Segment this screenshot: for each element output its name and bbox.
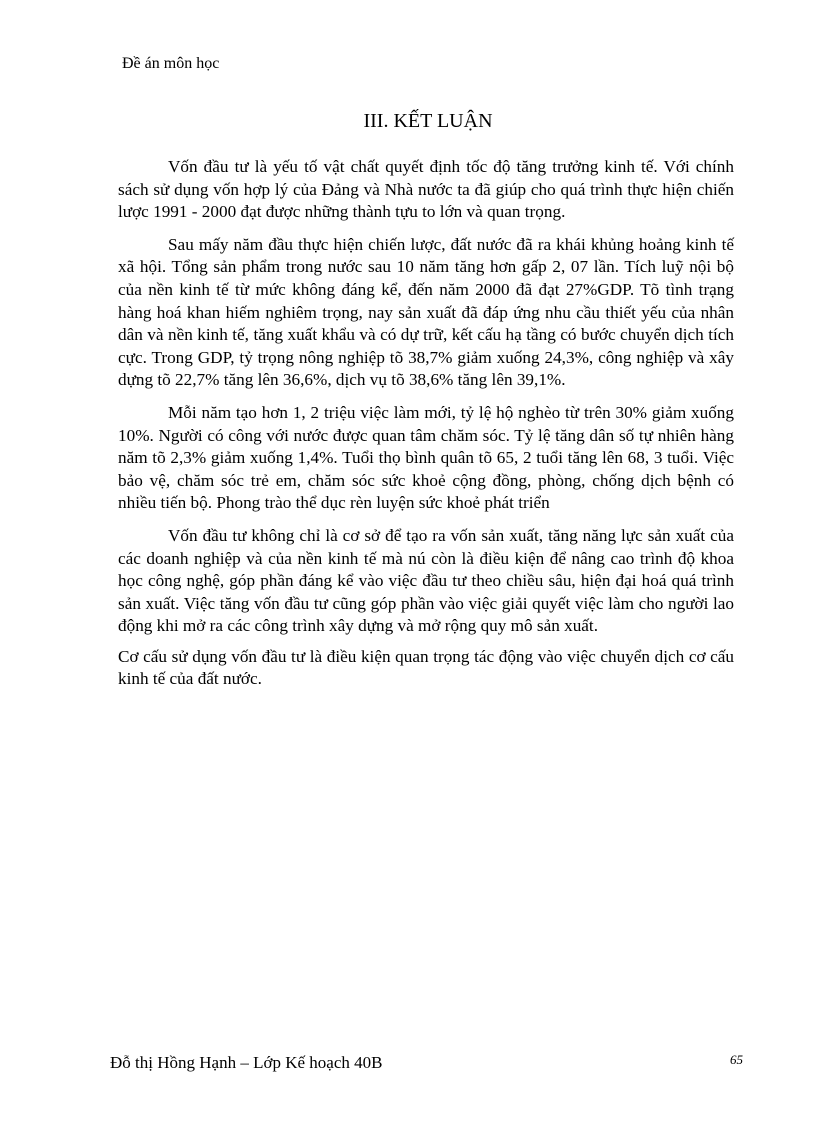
paragraph: Vốn đầu tư không chỉ là cơ sở để tạo ra vốn sản xuất, tăng năng lực sản xuất của các doanh nghiệp và của nền kinh tế mà nú còn là điều kiện để nâng cao trình độ khoa học công nghệ, góp phần đáng kể vào việc đầu tư theo chiều sâu, hiện đại hoá quá trình sản xuất. Việc tăng vốn đầu tư cũng góp phần vào việc giải quyết việc làm cho người lao động khi mở ra các công trình xây dựng và mở rộng quy mô sản xuất. (118, 525, 734, 636)
paragraph: Cơ cấu sử dụng vốn đầu tư là điều kiện quan trọng tác động vào việc chuyển dịch cơ cấu kinh tế của đất nước. (118, 646, 734, 689)
paragraph: Sau mấy năm đầu thực hiện chiến lược, đất nước đã ra khái khủng hoảng kinh tế xã hội. Tổng sản phẩm trong nước sau 10 năm tăng hơn gấp 2, 07 lần. Tích luỹ nội bộ của nền kinh tế từ mức không đáng kể, đến năm 2000 đã đạt 27%GDP. Tõ tình trạng hàng hoá khan hiếm nghiêm trọng, nay sản xuất đã đáp ứng nhu cầu thiết yếu của nhân dân và nền kinh tế, tăng xuất khẩu và có dự trữ, kết cấu hạ tầng có bước chuyển dịch tích cực. Trong GDP, tỷ trọng nông nghiệp tõ 38,7% giảm xuống 24,3%, công nghiệp và xây dựng tõ 22,7% tăng lên 36,6%, dịch vụ tõ 38,6% tăng lên 39,1%. (118, 234, 734, 390)
paragraph: Mỗi năm tạo hơn 1, 2 triệu việc làm mới, tỷ lệ hộ nghèo từ trên 30% giảm xuống 10%. Người có công với nước được quan tâm chăm sóc. Tỷ lệ tăng dân số tự nhiên hàng năm tõ 2,3% giảm xuống 1,4%. Tuổi thọ bình quân tõ 65, 2 tuổi tăng lên 68, 3 tuổi. Việc bảo vệ, chăm sóc trẻ em, chăm sóc sức khoẻ cộng đồng, phòng, chống dịch bệnh có nhiều tiến bộ. Phong trào thể dục rèn luyện sức khoẻ phát triển (118, 402, 734, 513)
body-text (118, 156, 734, 701)
running-header: Đề án môn học (122, 55, 220, 72)
page-number: 65 (730, 1052, 743, 1067)
section-title: III. KẾT LUẬN (363, 110, 493, 132)
footer-author: Đỗ thị Hồng Hạnh – Lớp Kế hoạch 40B (110, 1053, 383, 1072)
paragraph: Vốn đầu tư là yếu tố vật chất quyết định tốc độ tăng trưởng kinh tế. Với chính sách sử dụng vốn hợp lý của Đảng và Nhà nước ta đã giúp cho quá trình thực hiện chiến lược 1991 - 2000 đạt được những thành tựu to lớn và quan trọng. (118, 157, 734, 222)
